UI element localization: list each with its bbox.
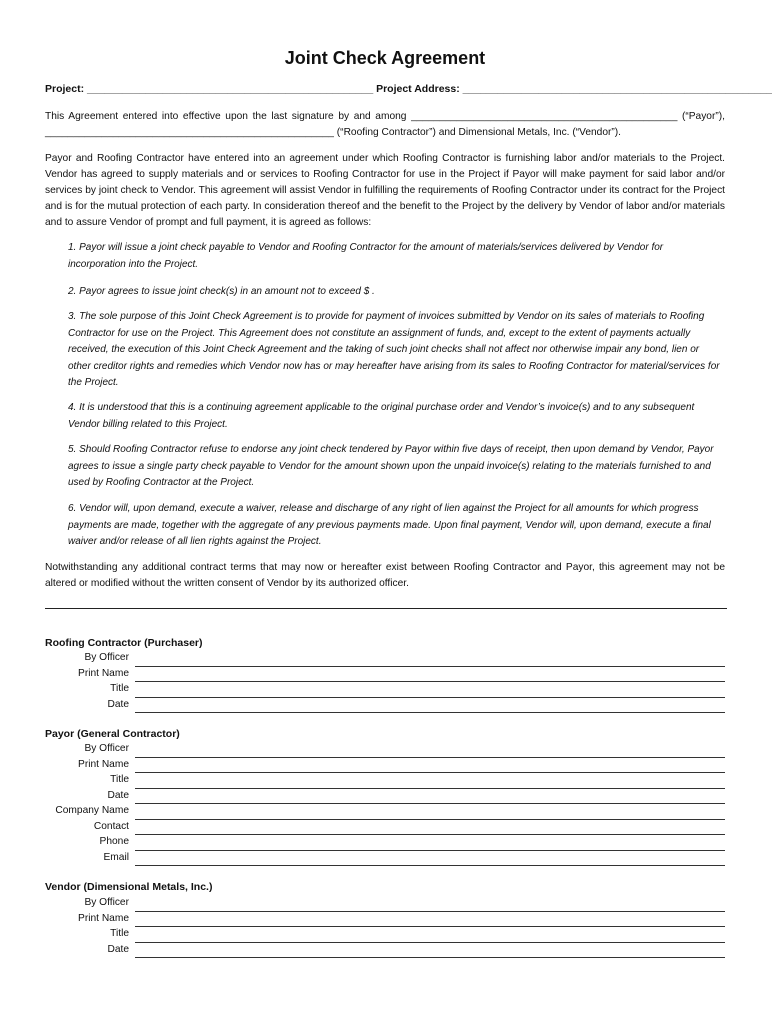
clause-2: 2. Payor agrees to issue joint check(s) in an amount not to exceed $ . — [68, 286, 375, 297]
field-label: Company Name — [55, 805, 129, 816]
field-label: Print Name — [78, 667, 129, 679]
input-line[interactable] — [135, 865, 725, 866]
field-label: By Officer — [84, 743, 129, 754]
project-address-field[interactable]: _____________________________________________________ — [462, 83, 772, 95]
field-label: Date — [107, 943, 129, 955]
payor-by-officer-field[interactable] — [45, 742, 725, 758]
vendor-by-officer-field[interactable] — [45, 896, 725, 912]
field-label: Print Name — [78, 912, 129, 924]
roofing-title-field[interactable] — [45, 682, 725, 698]
field-label: Title — [110, 928, 129, 939]
payor-company-name-field[interactable] — [45, 804, 725, 820]
project-label: Project: — [45, 83, 85, 95]
field-label: Title — [110, 774, 129, 785]
field-label: Contact — [93, 820, 129, 832]
clause-5: 5. Should Roofing Contractor refuse to endorse any joint check tendered by Payor within five days of receipt, then upon demand by Vendor, Payor agrees to issue a single party check payable to Vendor for the amount shown upon the unpaid invoice(s) relating to the materials furnished to and used by Roofing Contractor at the Project. — [68, 444, 714, 488]
payor-email-field[interactable] — [45, 851, 725, 867]
vendor-print-name-field[interactable] — [45, 912, 725, 928]
recital-paragraph: Payor and Roofing Contractor have entered into an agreement under which Roofing Contractor is furnishing labor and/or materials to the Project. Vendor has agreed to supply materials and or services to Roofing Contractor for use in the Project if Payor will make payment for said labor and/or services by joint check to Vendor. This agreement will assist Vendor in fulfilling the requirements of Roofing Contractor under its contract for the Project and is for the mutual protection of each party. In consideration thereof and the benefit to the Project by the delivery by Vendor of labor and/or materials and to assure Vendor of prompt and full payment, it is agreed as follows: — [45, 153, 725, 228]
field-label: Title — [110, 683, 129, 694]
vendor-heading: Vendor (Dimensional Metals, Inc.) — [45, 881, 213, 893]
clause-1: 1. Payor will issue a joint check payable to Vendor and Roofing Contractor for the amount of materials/services delivered by Vendor for incorporation into the Project. — [68, 242, 664, 270]
project-field[interactable]: _________________________________________________ — [87, 83, 374, 95]
intro-paragraph: This Agreement entered into effective upon the last signature by and among _______________________________________________ (“Payor”), ___________________________________________________ (“Roofing Contractor”) and Dimensional Metals, Inc. (“Vendor”). — [45, 111, 725, 138]
field-label: Phone — [99, 836, 129, 847]
vendor-title-field[interactable] — [45, 927, 725, 943]
field-label: Date — [107, 698, 129, 710]
field-label: By Officer — [84, 897, 129, 908]
field-label: Date — [107, 789, 129, 801]
document-title: Joint Check Agreement — [284, 48, 486, 68]
input-line[interactable] — [135, 957, 725, 958]
project-address-label: Project Address: — [376, 83, 460, 95]
project-row — [45, 83, 772, 95]
roofing-date-field[interactable] — [45, 698, 725, 714]
clause-3: 3. The sole purpose of this Joint Check Agreement is to provide for payment of invoices submitted by Vendor on its sales of materials to Roofing Contractor for use on the Project. This Agreement does not constitute an assignment of funds, and, except to the extent of payments actually received, the execution of this Joint Check Agreement and the taking of such joint checks shall not affect nor otherwise impair any bond, lien or other creditor rights and remedies which Vendor now has or may hereafter have arising from its sales to Roofing Contractor for material/services for the Project. — [68, 311, 720, 388]
field-label: By Officer — [84, 652, 129, 663]
payor-heading: Payor (General Contractor) — [45, 728, 180, 740]
roofing-contractor-heading: Roofing Contractor (Purchaser) — [45, 637, 203, 649]
payor-print-name-field[interactable] — [45, 758, 725, 774]
field-label: Print Name — [78, 758, 129, 770]
payor-title-field[interactable] — [45, 773, 725, 789]
section-divider — [45, 608, 727, 609]
payor-date-field[interactable] — [45, 789, 725, 805]
input-line[interactable] — [135, 712, 725, 713]
clause-6: 6. Vendor will, upon demand, execute a waiver, release and discharge of any right of lien against the Project for all amounts for which progress payments are made, together with the aggregate of any previous payments made. Upon final payment, Vendor will, upon demand, execute a final waiver and/or release of all lien rights against the Project. — [68, 503, 711, 547]
roofing-by-officer-field[interactable] — [45, 651, 725, 667]
payor-contact-field[interactable] — [45, 820, 725, 836]
clause-4: 4. It is understood that this is a continuing agreement applicable to the original purchase order and Vendor’s invoice(s) and to any subsequent Vendor billing related to this Project. — [68, 402, 695, 430]
payor-phone-field[interactable] — [45, 835, 725, 851]
roofing-print-name-field[interactable] — [45, 667, 725, 683]
vendor-date-field[interactable] — [45, 943, 725, 959]
closing-paragraph: Notwithstanding any additional contract terms that may now or hereafter exist between Roofing Contractor and Payor, this agreement may not be altered or modified without the written consent of Vendor by its authorized officer. — [45, 562, 725, 589]
field-label: Email — [103, 851, 129, 863]
